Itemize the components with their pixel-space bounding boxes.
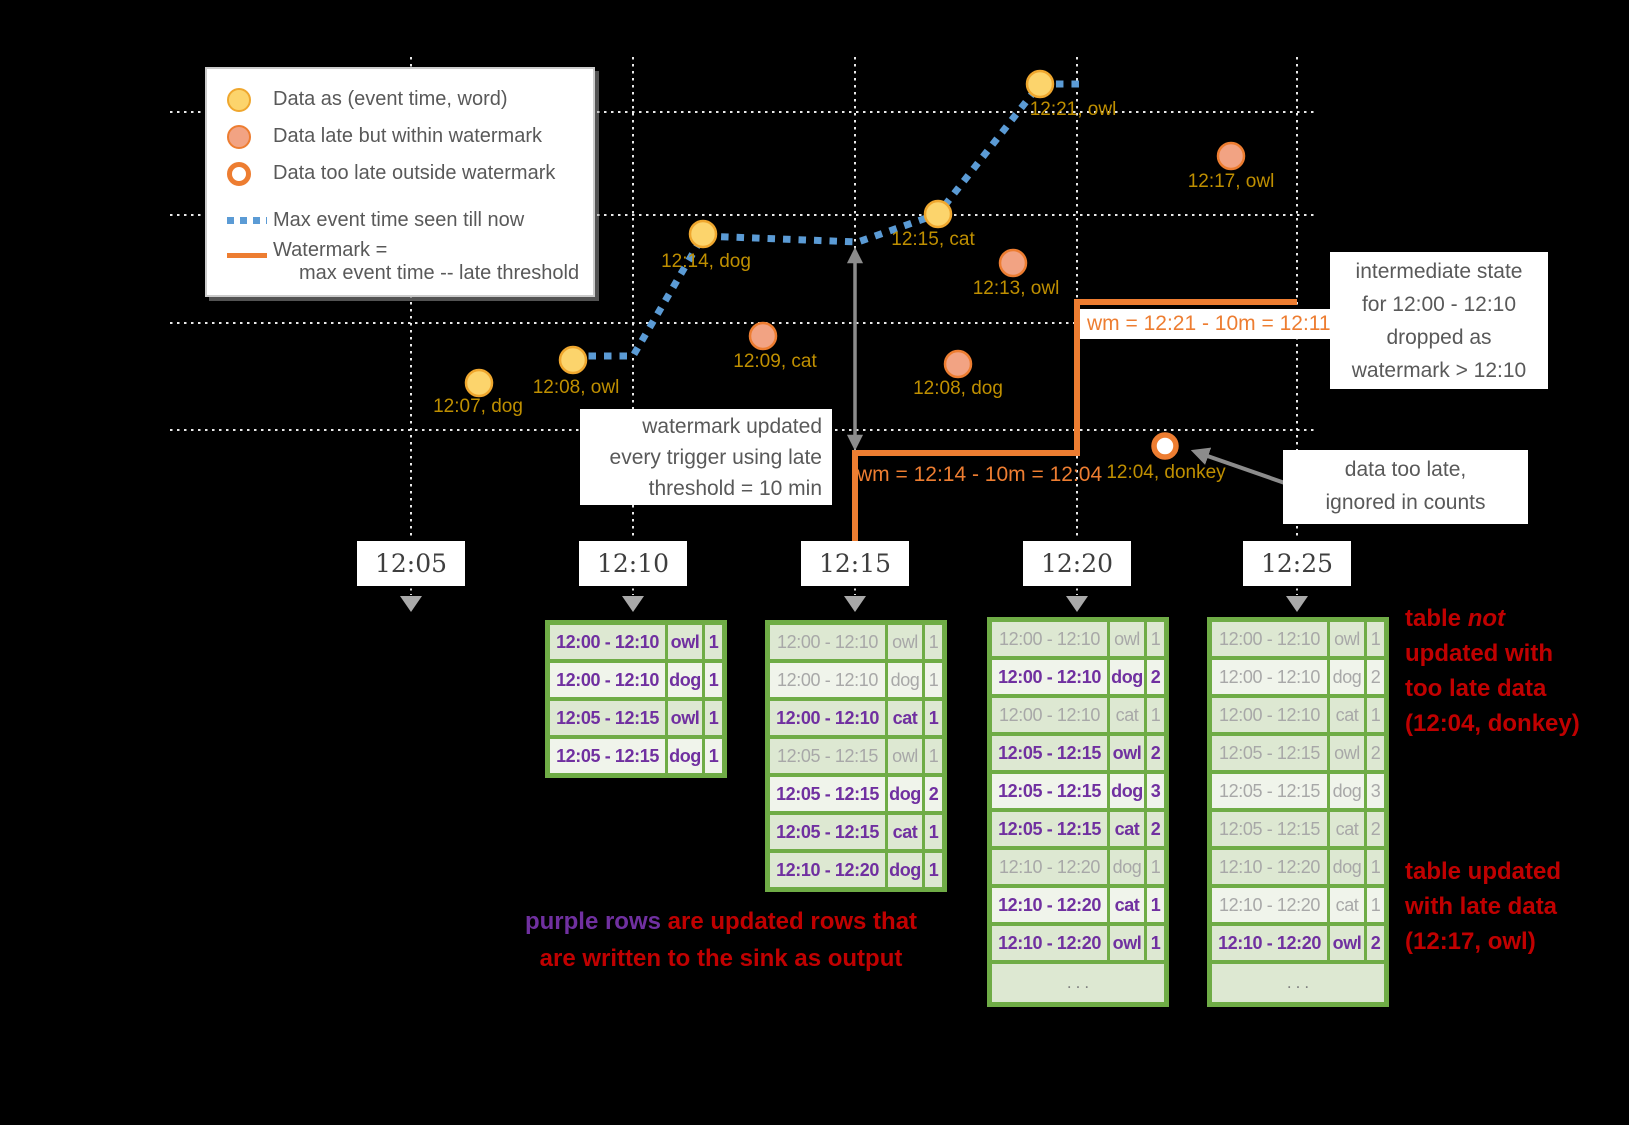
data-point bbox=[690, 221, 716, 247]
watermark-value-label-1: wm = 12:14 - 10m = 12:04 bbox=[857, 463, 1103, 486]
window-cell: 12:00 - 12:10 bbox=[992, 622, 1107, 656]
note-line: updated with bbox=[1405, 640, 1553, 667]
legend-item-max-event-time bbox=[227, 202, 587, 239]
data-point-label: 12:08, owl bbox=[532, 377, 620, 398]
table-row bbox=[992, 622, 1164, 656]
callout-line: dropped as bbox=[1386, 326, 1492, 349]
callout-line: watermark updated bbox=[642, 415, 822, 438]
count-cell: 1 bbox=[925, 701, 942, 735]
trigger-arrows bbox=[400, 589, 1308, 613]
callout-line: intermediate state bbox=[1355, 260, 1523, 283]
word-cell: cat bbox=[1330, 888, 1364, 922]
word-cell: owl bbox=[1330, 926, 1364, 960]
trigger-arrowhead bbox=[622, 596, 644, 612]
word-cell: dog bbox=[1110, 774, 1144, 808]
table-row bbox=[550, 701, 722, 735]
table-row bbox=[770, 701, 942, 735]
table-row bbox=[1212, 736, 1384, 770]
legend-item-late bbox=[227, 118, 587, 155]
window-cell: 12:00 - 12:10 bbox=[770, 663, 885, 697]
window-cell: 12:10 - 12:20 bbox=[992, 888, 1107, 922]
on-time-point-icon bbox=[227, 88, 251, 112]
count-cell: 1 bbox=[705, 663, 722, 697]
data-point-label: 12:13, owl bbox=[972, 278, 1060, 299]
data-point-label: 12:17, owl bbox=[1187, 171, 1275, 192]
data-point bbox=[1154, 435, 1176, 457]
count-cell: 1 bbox=[705, 701, 722, 735]
trigger-arrowhead bbox=[1066, 596, 1088, 612]
data-point-label: 12:21, owl bbox=[1029, 99, 1117, 120]
window-cell: 12:05 - 12:15 bbox=[770, 815, 885, 849]
data-point-label: 12:04, donkey bbox=[1106, 462, 1226, 483]
ellipsis-cell: ... bbox=[1212, 964, 1384, 1002]
table-row bbox=[550, 625, 722, 659]
count-cell: 1 bbox=[925, 625, 942, 659]
window-cell: 12:00 - 12:10 bbox=[1212, 698, 1327, 732]
table-row bbox=[770, 815, 942, 849]
count-cell: 1 bbox=[705, 739, 722, 773]
table-row bbox=[770, 663, 942, 697]
count-cell: 1 bbox=[925, 853, 942, 887]
word-cell: dog bbox=[1330, 774, 1364, 808]
table-row bbox=[992, 698, 1164, 732]
max-event-time-line bbox=[573, 84, 1084, 356]
table-row bbox=[550, 663, 722, 697]
window-cell: 12:05 - 12:15 bbox=[550, 739, 665, 773]
table-updated-note bbox=[1405, 854, 1561, 959]
callout-line: threshold = 10 min bbox=[648, 477, 822, 500]
too-late-callout bbox=[1283, 450, 1528, 524]
data-point bbox=[466, 370, 492, 396]
trigger-arrowhead bbox=[400, 596, 422, 612]
word-cell: dog bbox=[1110, 660, 1144, 694]
window-cell: 12:00 - 12:10 bbox=[992, 698, 1107, 732]
table-row bbox=[992, 736, 1164, 770]
table-not-updated-note bbox=[1405, 601, 1580, 741]
window-cell: 12:05 - 12:15 bbox=[992, 812, 1107, 846]
legend-label-line2: max event time -- late threshold bbox=[299, 262, 580, 284]
word-cell: cat bbox=[1330, 698, 1364, 732]
note-line: are written to the sink as output bbox=[539, 945, 903, 972]
window-cell: 12:10 - 12:20 bbox=[992, 926, 1107, 960]
word-cell: dog bbox=[668, 663, 702, 697]
data-point bbox=[1218, 143, 1244, 169]
window-cell: 12:05 - 12:15 bbox=[1212, 736, 1327, 770]
data-point bbox=[925, 201, 951, 227]
word-cell: dog bbox=[888, 853, 922, 887]
table-ellipsis-row bbox=[1212, 964, 1384, 1002]
table-row bbox=[992, 660, 1164, 694]
window-cell: 12:00 - 12:10 bbox=[550, 625, 665, 659]
table-row bbox=[770, 739, 942, 773]
word-cell: dog bbox=[888, 777, 922, 811]
window-cell: 12:05 - 12:15 bbox=[1212, 812, 1327, 846]
data-point-label: 12:08, dog bbox=[913, 378, 1003, 399]
data-point bbox=[1027, 71, 1053, 97]
window-cell: 12:00 - 12:10 bbox=[770, 625, 885, 659]
legend-label: Data too late outside watermark bbox=[273, 162, 556, 184]
window-cell: 12:05 - 12:15 bbox=[1212, 774, 1327, 808]
table-row bbox=[770, 853, 942, 887]
window-cell: 12:00 - 12:10 bbox=[992, 660, 1107, 694]
x-axis-tick-12:25: 12:25 bbox=[1243, 541, 1351, 586]
count-cell: 1 bbox=[925, 739, 942, 773]
ellipsis-cell: ... bbox=[992, 964, 1164, 1002]
table-row bbox=[992, 774, 1164, 808]
count-cell: 1 bbox=[1147, 850, 1164, 884]
table-row bbox=[1212, 850, 1384, 884]
note-line: are updated rows that bbox=[660, 908, 918, 935]
word-cell: owl bbox=[1110, 926, 1144, 960]
word-cell: cat bbox=[1110, 888, 1144, 922]
table-row bbox=[992, 812, 1164, 846]
table-row bbox=[1212, 660, 1384, 694]
count-cell: 1 bbox=[705, 625, 722, 659]
result-table-12:10 bbox=[545, 620, 727, 778]
intermediate-state-callout bbox=[1330, 252, 1548, 389]
data-point bbox=[750, 323, 776, 349]
word-cell: owl bbox=[1330, 736, 1364, 770]
max-event-time-line-icon bbox=[227, 217, 267, 224]
count-cell: 2 bbox=[1367, 812, 1384, 846]
table-row bbox=[992, 888, 1164, 922]
word-cell: owl bbox=[1330, 622, 1364, 656]
data-point-label: 12:15, cat bbox=[891, 229, 975, 250]
x-axis-tick-12:20: 12:20 bbox=[1023, 541, 1131, 586]
x-axis-tick-12:15: 12:15 bbox=[801, 541, 909, 586]
word-cell: cat bbox=[1110, 812, 1144, 846]
word-cell: owl bbox=[1110, 622, 1144, 656]
word-cell: dog bbox=[1330, 660, 1364, 694]
count-cell: 2 bbox=[1147, 736, 1164, 770]
count-cell: 1 bbox=[1367, 888, 1384, 922]
count-cell: 1 bbox=[1147, 926, 1164, 960]
count-cell: 1 bbox=[1367, 698, 1384, 732]
legend-item-on-time bbox=[227, 81, 587, 118]
legend bbox=[205, 67, 595, 297]
note-line: (12:17, owl) bbox=[1405, 928, 1536, 955]
window-cell: 12:00 - 12:10 bbox=[770, 701, 885, 735]
table-row bbox=[1212, 774, 1384, 808]
word-cell: dog bbox=[888, 663, 922, 697]
x-axis-tick-12:10: 12:10 bbox=[579, 541, 687, 586]
table-row bbox=[1212, 622, 1384, 656]
data-point-label: 12:09, cat bbox=[733, 351, 817, 372]
legend-label: Data as (event time, word) bbox=[273, 88, 508, 110]
window-cell: 12:00 - 12:10 bbox=[550, 663, 665, 697]
callout-line: watermark > 12:10 bbox=[1351, 359, 1527, 382]
word-cell: owl bbox=[888, 625, 922, 659]
table-ellipsis-row bbox=[992, 964, 1164, 1002]
table-row bbox=[1212, 698, 1384, 732]
window-cell: 12:10 - 12:20 bbox=[992, 850, 1107, 884]
word-cell: cat bbox=[1110, 698, 1144, 732]
watermark-line-icon bbox=[227, 253, 267, 258]
watermark-update-callout bbox=[580, 409, 832, 505]
note-line: table updated bbox=[1405, 858, 1562, 885]
count-cell: 2 bbox=[1367, 660, 1384, 694]
count-cell: 1 bbox=[925, 815, 942, 849]
data-point-label: 12:14, dog bbox=[661, 251, 751, 272]
window-cell: 12:10 - 12:20 bbox=[1212, 888, 1327, 922]
window-cell: 12:00 - 12:10 bbox=[1212, 660, 1327, 694]
data-point bbox=[945, 351, 971, 377]
word-cell: owl bbox=[888, 739, 922, 773]
word-cell: dog bbox=[1110, 850, 1144, 884]
legend-label: Max event time seen till now bbox=[273, 209, 525, 231]
data-point-label: 12:07, dog bbox=[433, 396, 523, 417]
count-cell: 1 bbox=[1147, 698, 1164, 732]
callout-line: every trigger using late bbox=[609, 446, 822, 469]
count-cell: 2 bbox=[1147, 660, 1164, 694]
table-row bbox=[1212, 926, 1384, 960]
word-cell: cat bbox=[888, 701, 922, 735]
word-cell: cat bbox=[888, 815, 922, 849]
count-cell: 2 bbox=[1367, 736, 1384, 770]
count-cell: 2 bbox=[925, 777, 942, 811]
data-point bbox=[560, 347, 586, 373]
count-cell: 1 bbox=[1367, 622, 1384, 656]
table-row bbox=[1212, 812, 1384, 846]
table-row bbox=[992, 926, 1164, 960]
count-cell: 3 bbox=[1147, 774, 1164, 808]
word-cell: owl bbox=[668, 625, 702, 659]
legend-item-too-late bbox=[227, 155, 587, 192]
count-cell: 1 bbox=[1147, 622, 1164, 656]
window-cell: 12:05 - 12:15 bbox=[770, 739, 885, 773]
late-point-icon bbox=[227, 125, 251, 149]
table-row bbox=[770, 777, 942, 811]
result-table-12:15 bbox=[765, 620, 947, 892]
count-cell: 3 bbox=[1367, 774, 1384, 808]
trigger-arrowhead bbox=[1286, 596, 1308, 612]
note-italic: not bbox=[1467, 605, 1505, 632]
x-axis-tick-12:05: 12:05 bbox=[357, 541, 465, 586]
callout-line: data too late, bbox=[1344, 458, 1467, 481]
window-cell: 12:10 - 12:20 bbox=[1212, 850, 1327, 884]
legend-label: Data late but within watermark bbox=[273, 125, 543, 147]
table-row bbox=[992, 850, 1164, 884]
callout-line: for 12:00 - 12:10 bbox=[1361, 293, 1517, 316]
legend-item-watermark bbox=[227, 239, 587, 284]
note-line: table bbox=[1405, 605, 1468, 632]
purple-rows-highlight: purple rows bbox=[524, 908, 661, 935]
count-cell: 2 bbox=[1367, 926, 1384, 960]
note-line: (12:04, donkey) bbox=[1405, 710, 1580, 737]
purple-rows-note bbox=[481, 903, 961, 977]
word-cell: dog bbox=[668, 739, 702, 773]
count-cell: 2 bbox=[1147, 812, 1164, 846]
word-cell: cat bbox=[1330, 812, 1364, 846]
count-cell: 1 bbox=[925, 663, 942, 697]
table-row bbox=[550, 739, 722, 773]
window-cell: 12:05 - 12:15 bbox=[992, 774, 1107, 808]
window-cell: 12:00 - 12:10 bbox=[1212, 622, 1327, 656]
window-cell: 12:10 - 12:20 bbox=[1212, 926, 1327, 960]
window-cell: 12:10 - 12:20 bbox=[770, 853, 885, 887]
table-row bbox=[1212, 888, 1384, 922]
callout-line: ignored in counts bbox=[1325, 491, 1486, 514]
data-point bbox=[1000, 250, 1026, 276]
window-cell: 12:05 - 12:15 bbox=[770, 777, 885, 811]
word-cell: owl bbox=[668, 701, 702, 735]
count-cell: 1 bbox=[1147, 888, 1164, 922]
note-line: too late data bbox=[1405, 675, 1547, 702]
window-cell: 12:05 - 12:15 bbox=[992, 736, 1107, 770]
result-table-12:20 bbox=[987, 617, 1169, 1007]
watermark-value-label-2: wm = 12:21 - 10m = 12:11 bbox=[1080, 309, 1338, 339]
too-late-point-icon bbox=[227, 162, 251, 186]
table-row bbox=[770, 625, 942, 659]
window-cell: 12:05 - 12:15 bbox=[550, 701, 665, 735]
note-line: with late data bbox=[1405, 893, 1558, 920]
count-cell: 1 bbox=[1367, 850, 1384, 884]
legend-label: Watermark = bbox=[273, 239, 388, 261]
result-table-12:25 bbox=[1207, 617, 1389, 1007]
word-cell: dog bbox=[1330, 850, 1364, 884]
trigger-arrowhead bbox=[844, 596, 866, 612]
word-cell: owl bbox=[1110, 736, 1144, 770]
